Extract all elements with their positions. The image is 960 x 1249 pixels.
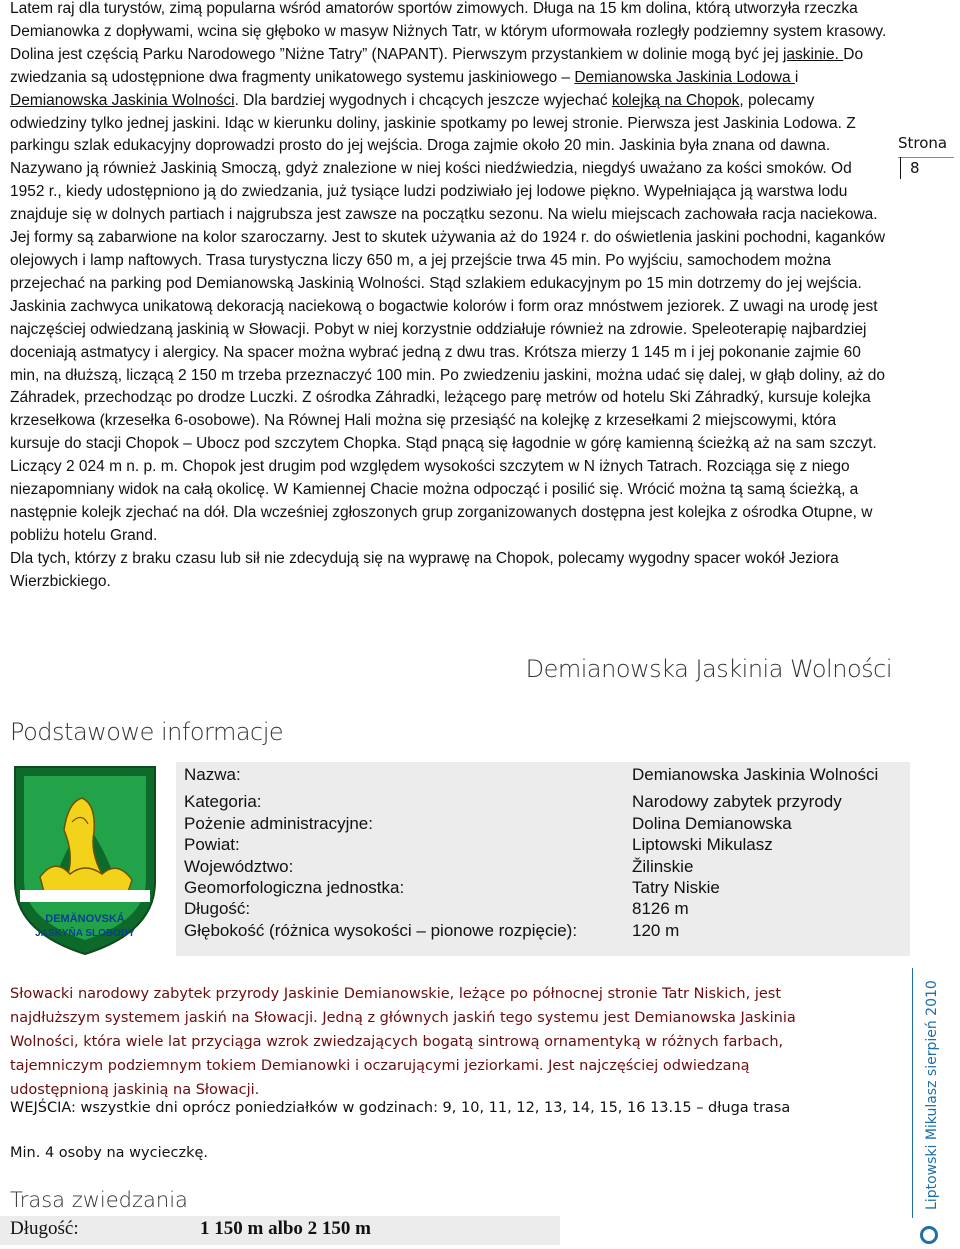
info-label: Geomorfologiczna jednostka:: [184, 878, 405, 898]
info-label: Kategoria:: [184, 792, 262, 812]
info-label: Województwo:: [184, 856, 294, 876]
article-text: , polecamy odwiedziny tylko jednej jaskini. Idąc w kierunku doliny, jaskinie spotkamy po lewej stronie. Pierwsza jest Jaskinia Lodowa. Z parkingu szlak edukacyjny doprowadzi prosto do jej wejścia. Droga zajmie około 20 min. Jaskinia była znana od dawna. Nazywano ją również Jaskinią Smoczą, gdyż znalezione w niej kości niedźwiedzia, niegdyś uważano za kości smoków. Od 1952 r., kiedy udostępniono ją do zwiedzania, już tysiące ludzi podziwiało jej lodowe piękno. Wypełniająca ją warstwa lodu znajduje się w dolnych partiach i najgrubsza jest zawsze na początku sezonu. Na wielu miejscach zachowała racja naciekowa. Jej formy są zabarwione na kolor szaroczarny. Jest to skutek używania aż do 1924 r. do oświetlenia jaskini pochodni, kaganków olejowych i lamp naftowych. Trasa turystyczna liczy 650 m, a jej przejście trwa 45 min. Po wyjściu, samochodem można przejechać na parking pod Demianowską Jaskinią Wolności. Stąd szlakiem edukacyjnym po 15 min dotrzemy do jej wejścia. Jaskinia zachwyca unikatową dekoracją naciekową o bogactwie kolorów i form oraz mnóstwem jeziorek. Z uwagi na urodę jest najczęściej odwiedzaną jaskinią w Słowacji. Pobyt w niej korzystnie oddziałuje również na zdrowie. Speleoterapię najbardziej doceniają astmatycy i alergicy. Na spacer można wybrać jedną z dwu tras. Krótsza mierzy 1 145 m i jej pokonanie zajmie 60 min, na dłuższą, liczącą 2 150 m trzeba przeznaczyć 100 min. Po zwiedzeniu jaskini, można udać się dalej, w głąb doliny, aż do Záhradek, przechodząc po drodze Luczki. Z ośrodka Záhradki, leżącego parę metrów od hotelu Ski Záhradký, kursuje kolejka krzesełkowa (krzesełka 6-osobowe). Na Równej Hali można się przesiąść na kolejkę z krzesełkami 2 miejscowymi, która kursuje do stacji Chopok – Ubocz pod szczytem Chopka. Stąd pnącą się łagodnie w górę kamienną ścieżką aż na sam szczyt. Liczący 2 024 m n. p. m. Chopok jest drugim pod względem wysokości szczytem w N iżnych Tatrach. Rozciąga się z niego niezapomniany widok na całą okolicę. W Kamiennej Chacie można odpocząć i posilić się. Wrócić można tą samą ścieżką, a następnie kolejk zjechać na dół. Dla wcześniej zgłoszonych grup zorganizowanych dostępna jest kolejka z ośrodka Otupne, w pobliżu hotelu Grand.: [10, 91, 886, 544]
trasa-length-label: Długość:: [10, 1218, 79, 1239]
logo-text-2: JASKYŇA SLOBODY: [35, 928, 135, 939]
info-table: [184, 764, 878, 941]
info-label: Głębokość (różnica wysokości – pionowe rozpięcie):: [184, 920, 578, 940]
article-link[interactable]: Demianowska Jaskinia Wolności: [10, 91, 235, 109]
info-row: [184, 791, 878, 812]
article-text: Do zwiedzania są udostępnione dwa fragmenty unikatowego systemu jaskiniowego –: [10, 45, 864, 86]
info-value: Liptowski Mikulasz: [632, 835, 773, 855]
page-number-text: 8: [910, 159, 920, 177]
article-text: Latem raj dla turystów, zimą popularna wśród amatorów sportów zimowych. Długa na 15 km dolina, którą utworzyła rzeczka Demianowka z dopływami, wcina się głęboko w masyw Niżnych Tatr, w którym uformowała rozległy podziemny system krasowy. Dolina jest częścią Parku Narodowego ”Niżne Tatry” (NAPANT). Pierwszym przystankiem w dolinie mogą być jej: [10, 0, 887, 63]
info-row: [184, 856, 878, 877]
page-label-text: Strona: [898, 134, 948, 152]
description: [10, 982, 840, 1102]
info-label: Pożenie administracyjne:: [184, 813, 373, 833]
article-link[interactable]: kolejką na Chopok: [611, 91, 740, 109]
trasa-length-value: 1 150 m albo 2 150 m: [200, 1218, 371, 1239]
page-number-bar: [900, 157, 901, 179]
side-caption-text: Liptowski Mikulasz sierpień 2010: [924, 980, 940, 1210]
info-label: Nazwa:: [184, 765, 241, 784]
page-label: [898, 134, 960, 152]
trasa-title: Trasa zwiedzania: [10, 1188, 188, 1212]
info-value: Tatry Niskie: [632, 878, 720, 898]
article-text: . Dla bardziej wygodnych i chcących jeszcze wyjechać: [234, 91, 612, 109]
article-body: [10, 0, 890, 594]
info-row: [184, 920, 878, 941]
info-row: [184, 898, 878, 919]
section-title: Podstawowe informacje: [10, 718, 284, 746]
article-paragraph: [10, 0, 890, 548]
article-text: i: [794, 68, 799, 86]
info-value: Demianowska Jaskinia Wolności: [632, 765, 879, 784]
cave-logo: [10, 762, 160, 957]
min-persons: Min. 4 osoby na wycieczkę.: [10, 1145, 209, 1161]
info-row: [184, 877, 878, 898]
article-link[interactable]: Demianowska Jaskinia Lodowa: [574, 68, 795, 86]
info-label: Powiat:: [184, 835, 240, 855]
info-row: [184, 764, 878, 791]
logo-text-1: DEMÄNOVSKÁ: [45, 913, 125, 925]
info-row: [184, 813, 878, 834]
side-caption: [918, 970, 948, 1240]
info-value: Narodowy zabytek przyrody: [632, 792, 842, 812]
side-line: [912, 968, 913, 1218]
page-label-rule: [898, 157, 954, 158]
page-number: [910, 159, 920, 177]
entry-hours: WEJŚCIA: wszystkie dni oprócz poniedziałków w godzinach: 9, 10, 11, 12, 13, 14, 15, 16 13.15 – długa trasa: [10, 1100, 791, 1116]
cave-title: Demianowska Jaskinia Wolności: [525, 655, 892, 683]
info-value: Dolina Demianowska: [632, 813, 792, 833]
info-value: 120 m: [632, 920, 680, 940]
info-row: [184, 834, 878, 855]
article-paragraph: [10, 548, 890, 594]
info-label: Długość:: [184, 899, 251, 919]
description-text: Słowacki narodowy zabytek przyrody Jaskinie Demianowskie, leżące po północnej stronie Tatr Niskich, jest najdłuższym systemem jaskiń na Słowacji. Jedną z głównych jaskiń tego systemu jest Demianowska Jaskinia Wolności, która wiele lat przyciąga wzrok zwiedzających bogatą sintrową ornamentyką w różnych farbach, tajemniczym podziemnym tokiem Demianowki i oczarującymi jeziorkami. Jest najczęściej odwiedzaną udostępnioną jaskinią na Słowacji.: [10, 986, 796, 1098]
info-value: 8126 m: [632, 899, 689, 919]
article-link[interactable]: jaskinie.: [782, 45, 844, 63]
side-circle-icon: [920, 1226, 938, 1244]
article-text: Dla tych, którzy z braku czasu lub sił nie zdecydują się na wyprawę na Chopok, polecamy wygodny spacer wokół Jeziora Wierzbickiego.: [10, 549, 839, 590]
info-value: Žilinskie: [632, 856, 694, 876]
